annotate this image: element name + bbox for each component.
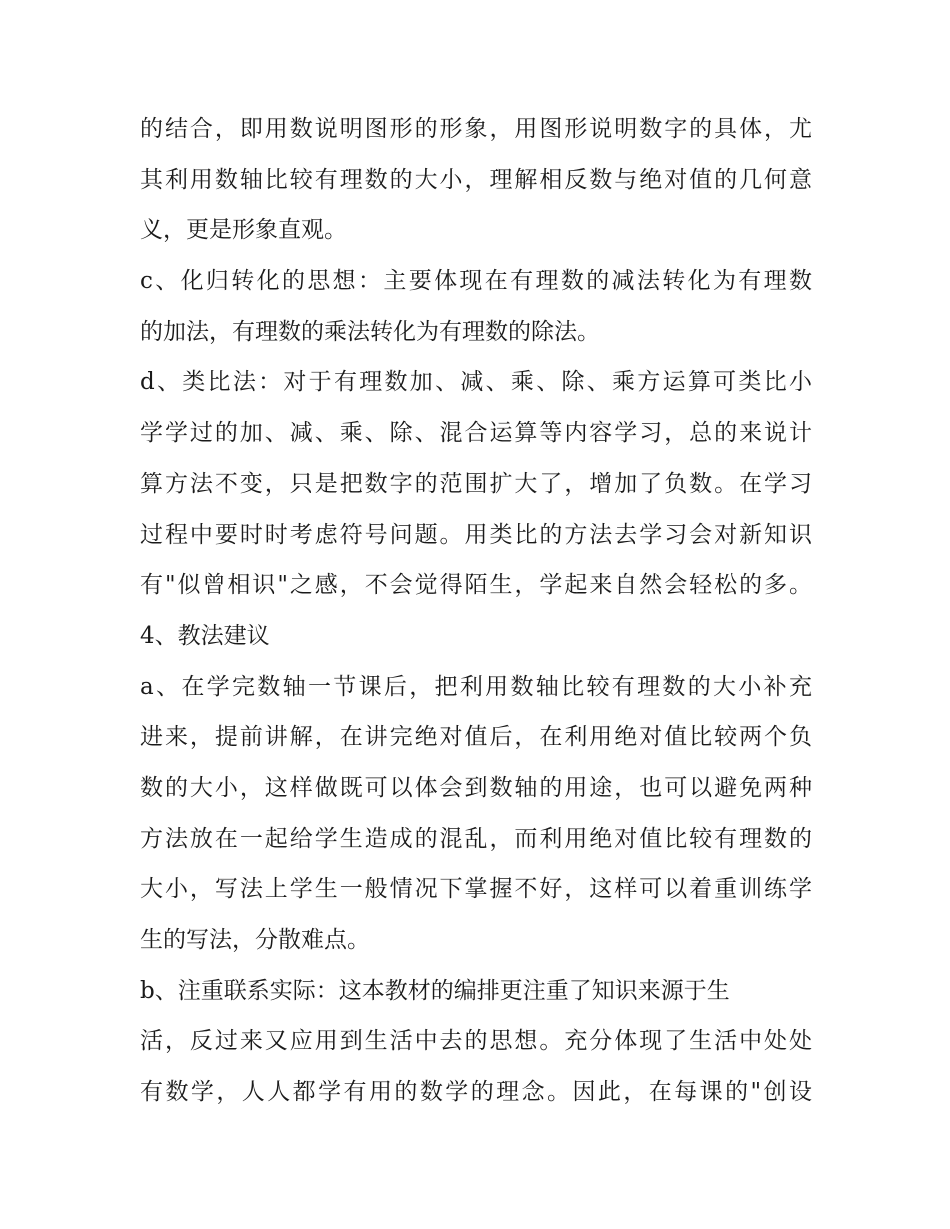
text-line: 生的写法，分散难点。 bbox=[140, 927, 370, 953]
text-line: a、在学完数轴一节课后，把利用数轴比较有理数的大小补充 bbox=[140, 673, 812, 700]
document-body bbox=[140, 104, 812, 1118]
text-line: 义，更是形象直观。 bbox=[140, 217, 347, 244]
text-line: d、类比法：对于有理数加、减、乘、除、乘方运算可类比小 bbox=[140, 369, 812, 396]
text-line: 进来，提前讲解，在讲完绝对值后，在利用绝对值比较两个负 bbox=[140, 724, 812, 751]
text-line: 的加法，有理数的乘法转化为有理数的除法。 bbox=[140, 318, 600, 345]
text-line: 其利用数轴比较有理数的大小，理解相反数与绝对值的几何意 bbox=[140, 166, 812, 193]
text-line: c、化归转化的思想：主要体现在有理数的减法转化为有理数 bbox=[140, 268, 812, 295]
text-line: 有"似曾相识"之感，不会觉得陌生，学起来自然会轻松的多。 bbox=[140, 572, 812, 599]
section-heading: 4、教法建议 bbox=[140, 622, 270, 649]
text-line: 方法放在一起给学生造成的混乱，而利用绝对值比较有理数的 bbox=[140, 825, 812, 852]
text-line: 的结合，即用数说明图形的形象，用图形说明数字的具体，尤 bbox=[140, 116, 812, 142]
text-line: 学学过的加、减、乘、除、混合运算等内容学习，总的来说计 bbox=[140, 420, 812, 447]
text-line: 活，反过来又应用到生活中去的思想。充分体现了生活中处处 bbox=[140, 1028, 812, 1055]
text-line: 算方法不变，只是把数字的范围扩大了，增加了负数。在学习 bbox=[140, 470, 812, 497]
text-line: b、注重联系实际：这本教材的编排更注重了知识来源于生 bbox=[140, 977, 730, 1004]
text-line: 过程中要时时考虑符号问题。用类比的方法去学习会对新知识 bbox=[140, 521, 812, 548]
text-line: 有数学，人人都学有用的数学的理念。因此，在每课的"创设 bbox=[140, 1079, 812, 1106]
text-line: 数的大小，这样做既可以体会到数轴的用途，也可以避免两种 bbox=[140, 774, 812, 801]
text-line: 大小，写法上学生一般情况下掌握不好，这样可以着重训练学 bbox=[140, 876, 812, 903]
